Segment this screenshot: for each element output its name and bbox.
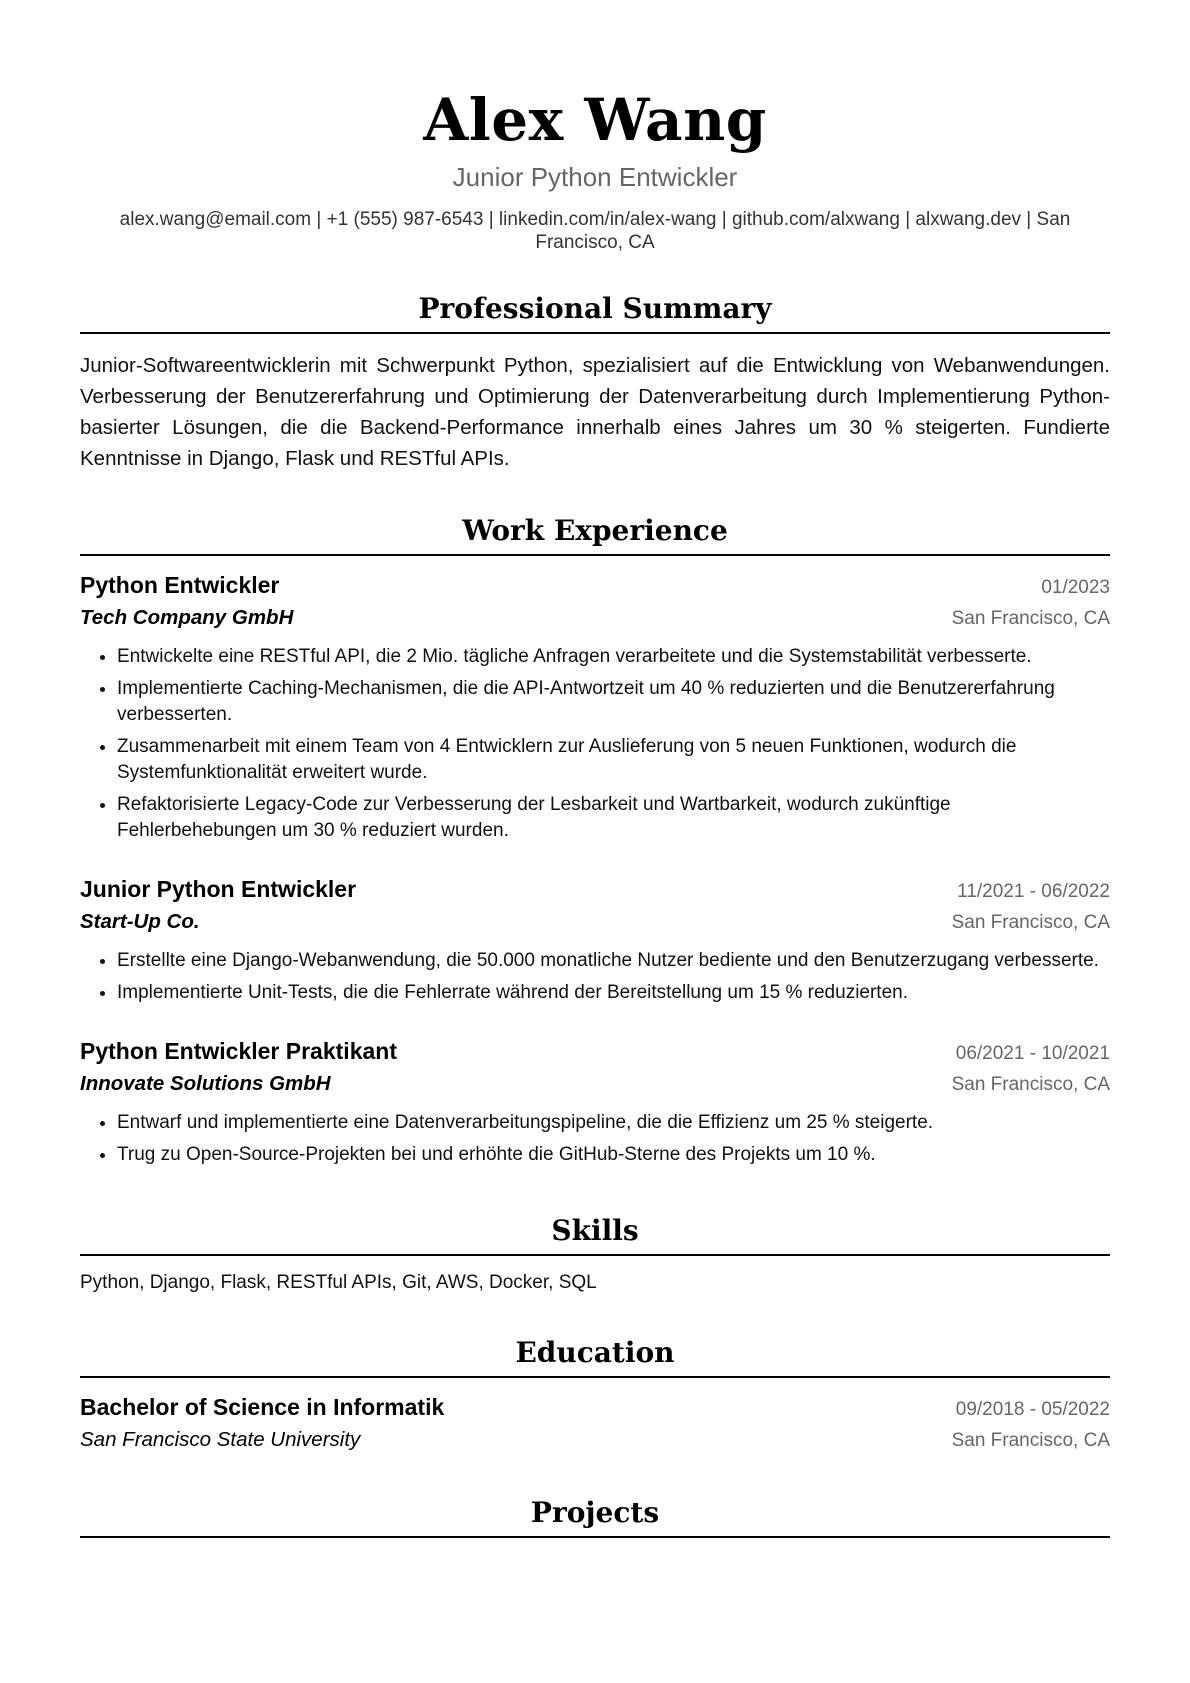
degree-title: Bachelor of Science in Informatik bbox=[80, 1394, 445, 1420]
list-item: • Erstellte eine Django-Webanwendung, die 50.000 monatliche Nutzer bediente und den Benutzerzugang verbesserte. bbox=[117, 948, 1110, 974]
job-location: San Francisco, CA bbox=[951, 1074, 1110, 1095]
list-item: • Implementierte Caching-Mechanismen, die die API-Antwortzeit um 40 % reduzierten und die Benutzererfahrung verbesserten. bbox=[117, 676, 1110, 728]
education-entry bbox=[80, 1392, 1110, 1456]
experience-section bbox=[80, 514, 1110, 1168]
candidate-name: Alex Wang bbox=[423, 86, 767, 154]
job-company: Innovate Solutions GmbH bbox=[80, 1072, 331, 1095]
job-title: Junior Python Entwickler bbox=[80, 876, 357, 902]
summary-section bbox=[80, 292, 1110, 474]
job-bullets bbox=[80, 1110, 1110, 1168]
list-item: • Refaktorisierte Legacy-Code zur Verbesserung der Lesbarkeit und Wartbarkeit, wodurch zukünftige Fehlerbehebungen um 30 % reduziert wurden. bbox=[117, 792, 1110, 844]
list-item: • Implementierte Unit-Tests, die die Fehlerrate während der Bereitstellung um 15 % reduzierten. bbox=[117, 980, 1110, 1006]
job-company: Start-Up Co. bbox=[80, 910, 200, 933]
job-entry bbox=[80, 1036, 1110, 1168]
summary-heading: Professional Summary bbox=[80, 292, 1110, 334]
job-date: 01/2023 bbox=[1041, 577, 1110, 598]
job-location: San Francisco, CA bbox=[951, 608, 1110, 629]
job-title: Python Entwickler Praktikant bbox=[80, 1038, 397, 1064]
projects-heading: Projects bbox=[80, 1496, 1110, 1538]
job-title: Python Entwickler bbox=[80, 572, 280, 598]
list-item: • Zusammenarbeit mit einem Team von 4 Entwicklern zur Auslieferung von 5 neuen Funktionen, wodurch die Systemfunktionalität erweitert wurde. bbox=[117, 734, 1110, 786]
job-date: 11/2021 - 06/2022 bbox=[957, 881, 1110, 902]
skills-text: Python, Django, Flask, RESTful APIs, Git, AWS, Docker, SQL bbox=[80, 1272, 597, 1293]
list-item: • Entwarf und implementierte eine Datenverarbeitungspipeline, die die Effizienz um 25 % steigerte. bbox=[117, 1110, 1110, 1136]
education-section bbox=[80, 1336, 1110, 1456]
job-location: San Francisco, CA bbox=[951, 912, 1110, 933]
education-heading: Education bbox=[80, 1336, 1110, 1378]
job-entry bbox=[80, 874, 1110, 1006]
job-date: 06/2021 - 10/2021 bbox=[955, 1043, 1110, 1064]
skills-heading: Skills bbox=[80, 1214, 1110, 1256]
education-date: 09/2018 - 05/2022 bbox=[955, 1399, 1110, 1420]
contact-line: alex.wang@email.com | +1 (555) 987-6543 | linkedin.com/in/alex-wang | github.com/alxwang | alxwang.dev | San Francisco, CA bbox=[119, 209, 1071, 253]
candidate-title: Junior Python Entwickler bbox=[452, 162, 738, 192]
job-bullets bbox=[80, 644, 1110, 844]
job-company: Tech Company GmbH bbox=[80, 606, 294, 629]
summary-text: Junior-Softwareentwicklerin mit Schwerpunkt Python, spezialisiert auf die Entwicklung von Webanwendungen. Verbesserung der Benutzererfahrung und Optimierung der Datenverarbeitung durch Implementierung Python-basierter Lösungen, die die Backend-Performance innerhalb eines Jahres um 30 % steigerten. Fundierte Kenntnisse in Django, Flask und RESTful APIs. bbox=[80, 354, 1110, 470]
job-entry bbox=[80, 570, 1110, 844]
school-name: San Francisco State University bbox=[80, 1428, 361, 1451]
list-item: • Trug zu Open-Source-Projekten bei und erhöhte die GitHub-Sterne des Projekts um 10 %. bbox=[117, 1142, 1110, 1168]
education-location: San Francisco, CA bbox=[951, 1430, 1110, 1451]
experience-heading: Work Experience bbox=[80, 514, 1110, 556]
job-bullets bbox=[80, 948, 1110, 1006]
resume-header bbox=[80, 0, 1110, 254]
skills-section bbox=[80, 1214, 1110, 1294]
list-item: • Entwickelte eine RESTful API, die 2 Mio. tägliche Anfragen verarbeitete und die Systemstabilität verbesserte. bbox=[117, 644, 1110, 670]
projects-section bbox=[80, 1496, 1110, 1538]
